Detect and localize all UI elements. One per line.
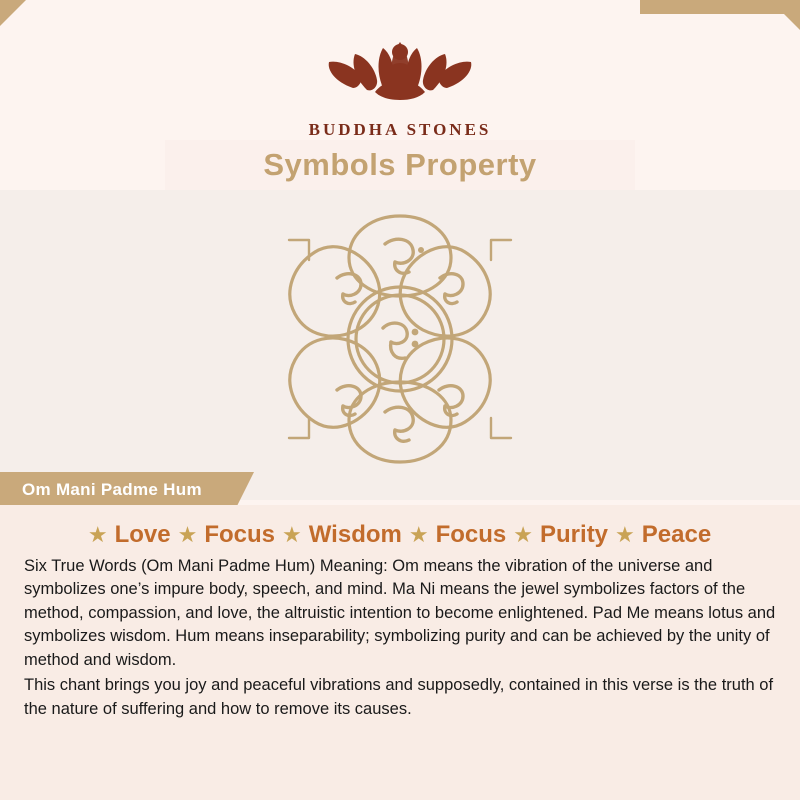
lotus-meditation-icon <box>315 18 485 118</box>
keyword-list <box>24 521 778 549</box>
mandala-graphic <box>0 200 800 485</box>
brand-logo <box>0 18 800 140</box>
om-mani-ribbon <box>0 472 236 508</box>
keyword-love: Love <box>114 521 171 548</box>
ribbon-label: Om Mani Padme Hum <box>22 480 202 499</box>
keyword-focus-2: Focus <box>435 521 507 548</box>
keyword-focus-1: Focus <box>204 521 275 548</box>
keyword-wisdom: Wisdom <box>308 521 402 548</box>
om-mani-padme-hum-lotus-mandala-icon <box>255 200 545 480</box>
star-icon: ★ <box>513 522 534 547</box>
description-paragraph-2: This chant brings you joy and peaceful vibrations and supposedly, contained in this verse is the truth of the nature of suffering and how to remove its causes. <box>24 676 774 718</box>
brand-name: BUDDHA STONES <box>308 120 492 139</box>
content-section <box>0 505 800 800</box>
star-icon: ★ <box>615 522 635 547</box>
star-icon: ★ <box>87 522 108 547</box>
star-icon: ★ <box>282 522 302 547</box>
star-icon: ★ <box>408 522 429 547</box>
title-bar <box>165 140 635 190</box>
star-icon: ★ <box>177 522 198 547</box>
page-title: Symbols Property <box>263 147 537 182</box>
keyword-purity: Purity <box>540 521 609 548</box>
ribbon-tail-decoration <box>236 472 254 508</box>
keyword-peace: Peace <box>641 521 712 548</box>
description-paragraph-1: Six True Words (Om Mani Padme Hum) Meaning: Om means the vibration of the universe and symbolizes one’s impure body, speech, and mind. Ma Ni means the jewel symbolizes factors of the method, compassion, and love, the altruistic intention to become enlightened. Pad Me means lotus and symbolizes wisdom. Hum means inseparability; symbolizing purity and can be achieved by the unity of method and wisdom. <box>24 557 776 669</box>
